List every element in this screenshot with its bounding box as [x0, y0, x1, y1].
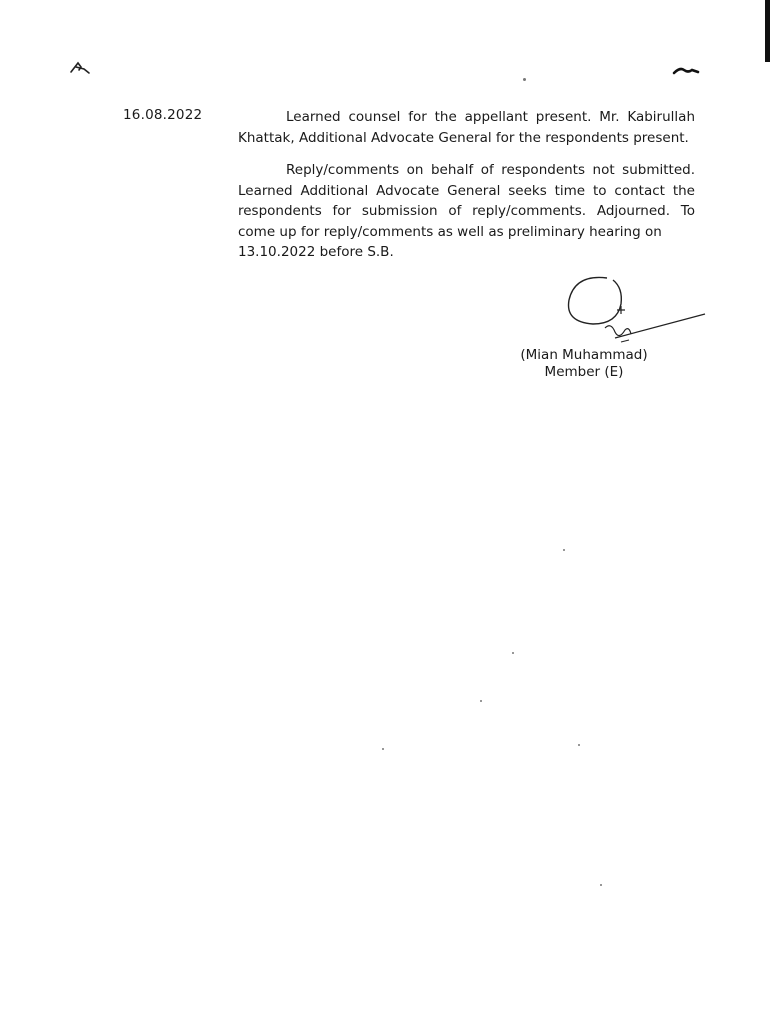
order-paragraph-closing: 13.10.2022 before S.B. — [238, 244, 394, 260]
handwritten-mark-icon — [68, 58, 92, 76]
scan-speck — [523, 78, 526, 81]
signatory-name: (Mian Muhammad) — [520, 347, 648, 363]
scan-speck — [578, 744, 580, 746]
order-date: 16.08.2022 — [123, 107, 203, 123]
order-paragraph: Learned counsel for the appellant present. Mr. Kabirullah Khattak, Additional Advocate General for the respondents present. — [238, 109, 695, 146]
scan-speck — [382, 748, 384, 750]
order-paragraph-text: Reply/comments on behalf of respondents not submitted. Learned Additional Advocate General seeks time to contact the respondents for submission of reply/comments. Adjourned. To come up for reply/comments as well as preliminary hearing on — [238, 162, 695, 240]
scan-speck — [563, 549, 565, 551]
order-paragraph — [238, 160, 695, 263]
scan-speck — [512, 652, 514, 654]
scan-edge-bar — [765, 0, 770, 62]
handwritten-mark-icon — [672, 64, 700, 76]
scan-speck — [600, 884, 602, 886]
order-text — [238, 107, 695, 263]
signatory-title: Member (E) — [544, 364, 624, 380]
scan-speck — [480, 700, 482, 702]
